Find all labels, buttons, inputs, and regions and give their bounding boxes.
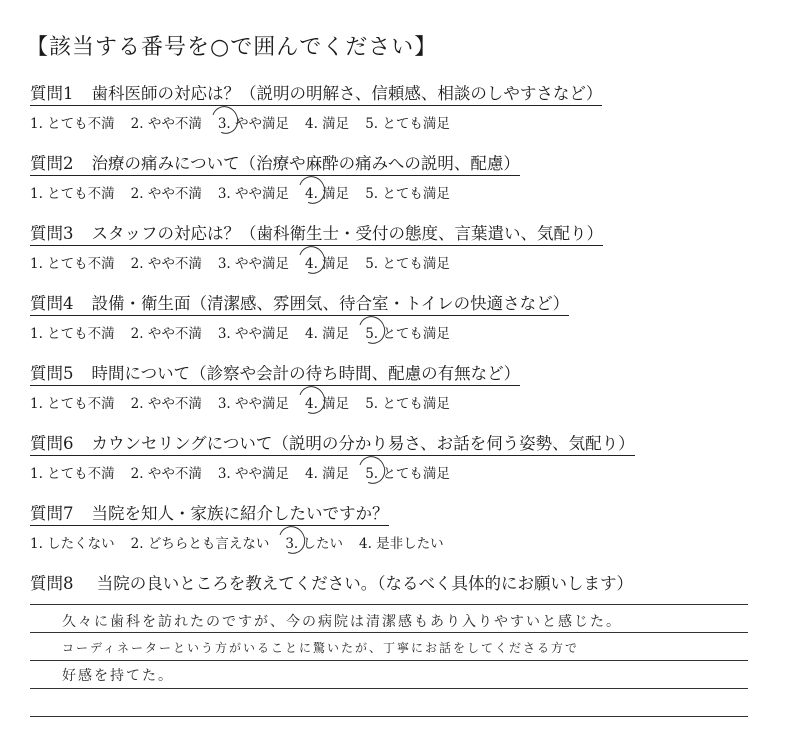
- question-number: 質問3: [30, 224, 74, 243]
- question-2: [30, 150, 670, 202]
- handwritten-answer-line: 好感を持てた。: [62, 668, 174, 684]
- rating-options: [30, 182, 670, 202]
- answer-rule: [30, 660, 748, 661]
- question-text: 当院の良いところを教えてください。（なるべく具体的にお願いします）: [96, 574, 633, 593]
- question-text: スタッフの対応は？（歯科衛生士・受付の態度、言葉遣い、気配り）: [91, 224, 603, 243]
- rating-option[interactable]: 5. とても満足: [365, 396, 450, 412]
- rating-option-selected[interactable]: 5. とても満足: [365, 322, 450, 342]
- question-number: 質問2: [30, 154, 74, 173]
- rating-options: [30, 532, 670, 552]
- rating-option[interactable]: 1. したくない: [30, 536, 115, 552]
- rating-option[interactable]: 2. やや不満: [130, 396, 202, 412]
- question-7: [30, 500, 670, 552]
- rating-options: [30, 462, 670, 482]
- rating-option[interactable]: 3. やや満足: [217, 186, 290, 202]
- rating-option-selected[interactable]: 3. したい: [285, 532, 343, 552]
- question-8: [30, 570, 633, 594]
- question-text: 歯科医師の対応は？（説明の明解さ、信頼感、相談のしやすさなど）: [91, 84, 603, 103]
- rating-option[interactable]: 2. どちらとも言えない: [130, 536, 270, 552]
- question-number: 質問1: [30, 84, 74, 103]
- rating-option[interactable]: 2. やや不満: [130, 326, 202, 342]
- question-6: [30, 430, 670, 482]
- rating-option[interactable]: 4. 満足: [305, 326, 350, 342]
- rating-option[interactable]: 4. 満足: [305, 466, 350, 482]
- rating-options: [30, 392, 670, 412]
- rating-options: [30, 252, 670, 272]
- answer-rule: [30, 632, 748, 633]
- question-heading: [30, 500, 389, 526]
- question-heading: [30, 430, 635, 456]
- question-number: 質問7: [30, 504, 74, 523]
- rating-option[interactable]: 1. とても不満: [30, 256, 115, 272]
- question-4: [30, 290, 670, 342]
- question-text: 時間について（診察や会計の待ち時間、配慮の有無など）: [91, 364, 521, 383]
- rating-option[interactable]: 2. やや不満: [130, 256, 202, 272]
- rating-option[interactable]: 1. とても不満: [30, 116, 115, 132]
- rating-option-selected[interactable]: 5. とても満足: [365, 462, 450, 482]
- rating-option[interactable]: 2. やや不満: [130, 186, 202, 202]
- rating-options: [30, 322, 670, 342]
- question-3: [30, 220, 670, 272]
- question-number: 質問8: [30, 574, 74, 593]
- handwritten-answer-line: コーディネーターという方がいることに驚いたが、丁寧にお話をしてくださる方で: [62, 641, 580, 655]
- rating-option[interactable]: 3. やや満足: [217, 326, 290, 342]
- rating-option[interactable]: 4. 是非したい: [359, 536, 444, 552]
- rating-option[interactable]: 5. とても満足: [365, 256, 450, 272]
- rating-option[interactable]: 4. 満足: [305, 116, 350, 132]
- rating-options: [30, 112, 670, 132]
- question-text: 設備・衛生面（清潔感、雰囲気、待合室・トイレの快適さなど）: [91, 294, 570, 313]
- rating-option[interactable]: 1. とても不満: [30, 396, 115, 412]
- question-number: 質問6: [30, 434, 74, 453]
- answer-rule: [30, 688, 748, 689]
- question-heading: [30, 80, 602, 106]
- question-text: カウンセリングについて（説明の分かり易さ、お話を伺う姿勢、気配り）: [91, 434, 635, 453]
- rating-option[interactable]: 5. とても満足: [365, 116, 450, 132]
- answer-rule: [30, 716, 748, 717]
- form-title: 【該当する番号を○で囲んでください】: [26, 35, 438, 60]
- handwritten-answer-line: 久々に歯科を訪れたのですが、今の病院は清潔感もあり入りやすいと感じた。: [62, 614, 622, 630]
- question-number: 質問4: [30, 294, 74, 313]
- rating-option[interactable]: 5. とても満足: [365, 186, 450, 202]
- rating-option-selected[interactable]: 4. 満足: [305, 392, 349, 412]
- question-heading: [30, 360, 520, 386]
- rating-option[interactable]: 1. とても不満: [30, 466, 115, 482]
- question-heading: [30, 150, 520, 176]
- rating-option[interactable]: 3. やや満足: [217, 466, 290, 482]
- question-text: 当院を知人・家族に紹介したいですか？: [91, 504, 389, 523]
- question-5: [30, 360, 670, 412]
- rating-option[interactable]: 2. やや不満: [130, 116, 202, 132]
- rating-option[interactable]: 1. とても不満: [30, 326, 115, 342]
- question-text: 治療の痛みについて（治療や麻酔の痛みへの説明、配慮）: [91, 154, 520, 173]
- question-number: 質問5: [30, 364, 74, 383]
- rating-option[interactable]: 1. とても不満: [30, 186, 115, 202]
- rating-option-selected[interactable]: 4. 満足: [305, 182, 349, 202]
- rating-option-selected[interactable]: 4. 満足: [305, 252, 349, 272]
- question-1: [30, 80, 670, 132]
- rating-option[interactable]: 3. やや満足: [217, 396, 290, 412]
- question-heading: [30, 290, 569, 316]
- rating-option[interactable]: 2. やや不満: [130, 466, 202, 482]
- answer-rule: [30, 604, 748, 605]
- rating-option[interactable]: 3. やや満足: [217, 256, 290, 272]
- rating-option-selected[interactable]: 3. やや満足: [218, 112, 289, 132]
- question-heading: [30, 220, 603, 246]
